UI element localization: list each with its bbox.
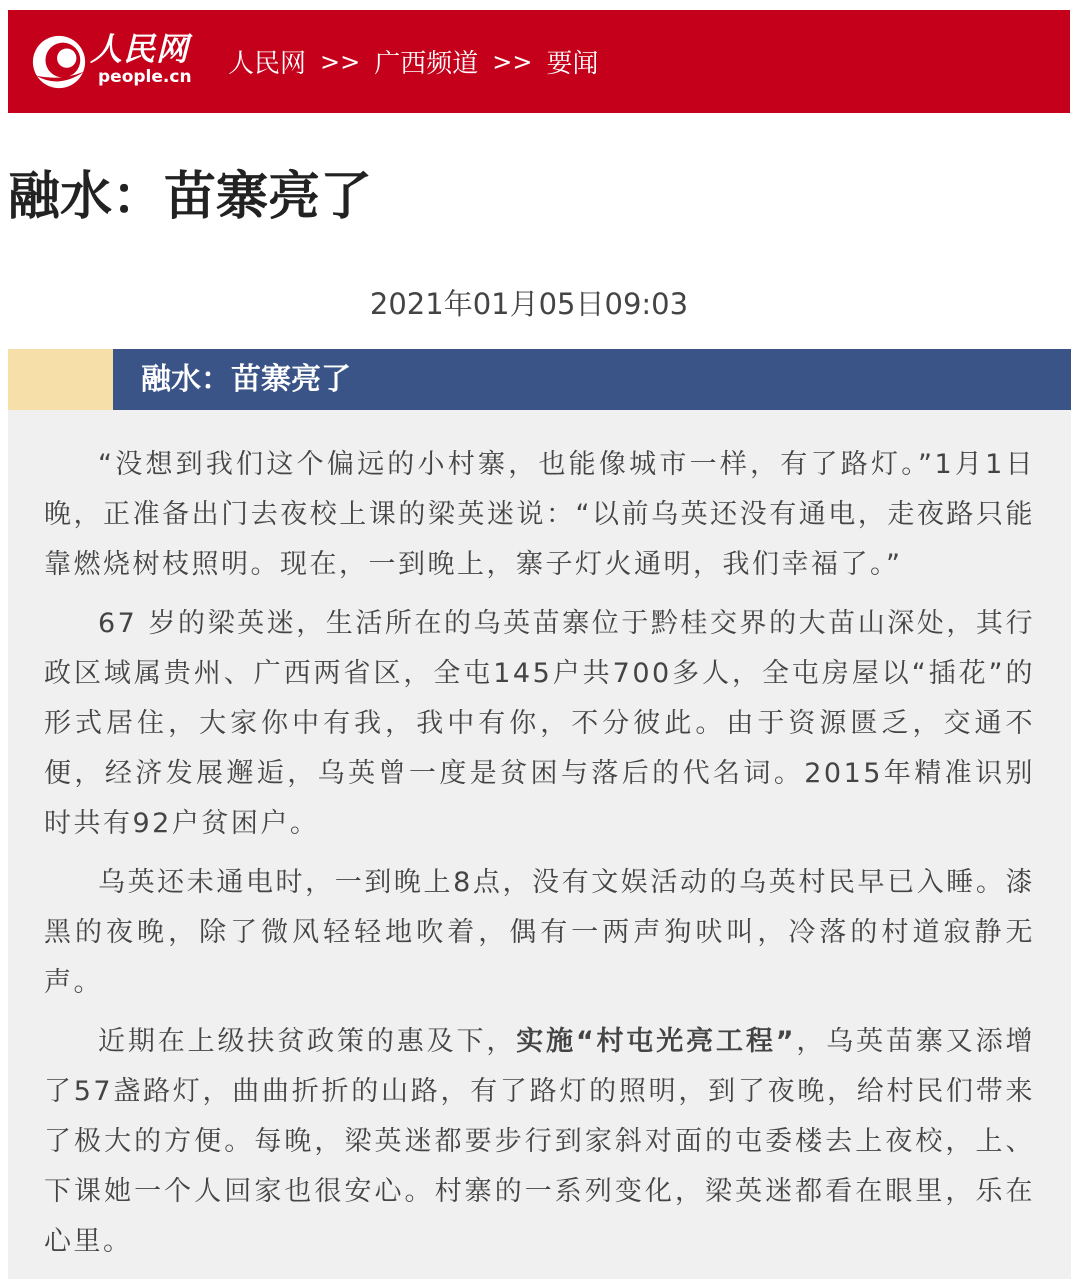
breadcrumb-link-news[interactable]: 要闻 [546, 49, 599, 79]
article-paragraph [44, 1017, 1035, 1267]
breadcrumb-link-guangxi[interactable]: 广西频道 [374, 49, 479, 79]
banner-title: 融水：苗寨亮了 [113, 349, 1071, 410]
breadcrumb-link-people[interactable]: 人民网 [228, 49, 307, 79]
article-paragraph: “没想到我们这个偏远的小村寨，也能像城市一样，有了路灯。”1月1日晚，正准备出门去夜校上课的梁英迷说：“以前乌英还没有通电，走夜路只能靠燃烧树枝照明。现在，一到晚上，寨子灯火通明，我们幸福了。” [44, 449, 1035, 580]
paragraph-bold-text: 实施“村屯光亮工程” [516, 1026, 797, 1057]
banner-accent-block [8, 349, 113, 410]
article-content [8, 349, 1071, 1279]
article-paragraph: 67 岁的梁英迷，生活所在的乌英苗寨位于黔桂交界的大苗山深处，其行政区域属贵州、广西两省区，全屯145户共700多人，全屯房屋以“插花”的形式居住，大家你中有我，我中有你，不分彼此。由于资源匮乏，交通不便，经济发展邂逅，乌英曾一度是贫困与落后的代名词。2015年精准识别时共有92户贫困户。 [44, 608, 1035, 839]
breadcrumb [228, 43, 598, 80]
breadcrumb-separator: >> [320, 47, 361, 76]
people-logo-icon [30, 33, 88, 91]
paragraph-text: ，乌英苗寨又添增了57盏路灯，曲曲折折的山路，有了路灯的照明，到了夜晚，给村民们带来了极大的方便。每晚，梁英迷都要步行到家斜对面的屯委楼去上夜校，上、下课她一个人回家也很安心。村寨的一系列变化，梁英迷都看在眼里，乐在心里。 [44, 1026, 1036, 1257]
page-title: 融水：苗寨亮了 [8, 167, 373, 227]
logo-cn-text: 人民网 [90, 29, 190, 68]
article-banner [8, 349, 1071, 410]
article-paragraph: 乌英还未通电时，一到晚上8点，没有文娱活动的乌英村民早已入睡。漆黑的夜晚，除了微风轻轻地吹着，偶有一两声狗吠叫，冷落的村道寂静无声。 [44, 867, 1035, 998]
paragraph-text: 近期在上级扶贫政策的惠及下， [98, 1026, 517, 1057]
people-cn-logo[interactable] [30, 27, 202, 97]
logo-en-text: people.cn [98, 66, 192, 87]
breadcrumb-separator: >> [492, 47, 533, 76]
publish-datetime: 2021年01月05日09:03 [369, 287, 689, 321]
site-header [8, 10, 1070, 113]
article-body [8, 410, 1071, 1267]
